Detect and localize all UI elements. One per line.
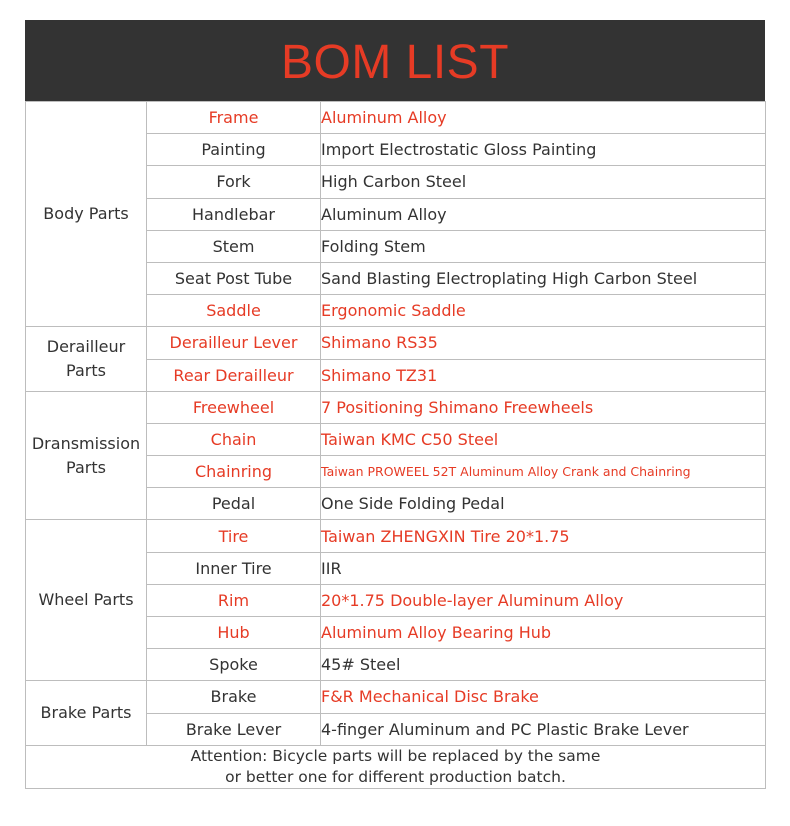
part-name-cell: Spoke bbox=[147, 649, 321, 681]
group-name-cell bbox=[26, 681, 147, 745]
page-title: BOM LIST bbox=[280, 36, 510, 89]
spec-cell: 4-finger Aluminum and PC Plastic Brake Lever bbox=[321, 713, 766, 745]
spec-cell: High Carbon Steel bbox=[321, 166, 766, 198]
spec-cell: Taiwan PROWEEL 52T Aluminum Alloy Crank and Chainring bbox=[321, 456, 766, 488]
group-name-line: Parts bbox=[66, 457, 106, 477]
spec-cell: 20*1.75 Double-layer Aluminum Alloy bbox=[321, 584, 766, 616]
table-row bbox=[26, 681, 766, 713]
part-name-cell: Seat Post Tube bbox=[147, 262, 321, 294]
spec-cell: Aluminum Alloy bbox=[321, 198, 766, 230]
spec-cell: 45# Steel bbox=[321, 649, 766, 681]
part-name-cell: Stem bbox=[147, 230, 321, 262]
group-name-line: Brake Parts bbox=[40, 703, 132, 723]
spec-cell: Shimano RS35 bbox=[321, 327, 766, 359]
spec-cell: F&R Mechanical Disc Brake bbox=[321, 681, 766, 713]
spec-cell: Taiwan KMC C50 Steel bbox=[321, 423, 766, 455]
group-name-line: Parts bbox=[66, 361, 106, 380]
spec-cell: Aluminum Alloy bbox=[321, 102, 766, 134]
table-row bbox=[26, 327, 766, 359]
spec-cell: One Side Folding Pedal bbox=[321, 488, 766, 520]
part-name-cell: Saddle bbox=[147, 295, 321, 327]
table-row bbox=[26, 520, 766, 552]
part-name-cell: Handlebar bbox=[147, 198, 321, 230]
spec-cell: Taiwan ZHENGXIN Tire 20*1.75 bbox=[321, 520, 766, 552]
attention-note bbox=[26, 745, 766, 788]
part-name-cell: Inner Tire bbox=[147, 552, 321, 584]
spec-cell: Folding Stem bbox=[321, 230, 766, 262]
part-name-cell: Hub bbox=[147, 617, 321, 649]
group-name-line: Wheel Parts bbox=[38, 590, 134, 610]
group-name-cell bbox=[26, 520, 147, 681]
group-name-line: Dransmission bbox=[31, 433, 141, 453]
table-row bbox=[26, 102, 766, 134]
group-name-cell bbox=[26, 102, 147, 327]
part-name-cell: Chain bbox=[147, 423, 321, 455]
group-name-cell bbox=[26, 327, 147, 391]
part-name-cell: Frame bbox=[147, 102, 321, 134]
part-name-cell: Rear Derailleur bbox=[147, 359, 321, 391]
part-name-cell: Fork bbox=[147, 166, 321, 198]
part-name-cell: Derailleur Lever bbox=[147, 327, 321, 359]
group-name-cell bbox=[26, 391, 147, 520]
spec-cell: Shimano TZ31 bbox=[321, 359, 766, 391]
spec-cell: Ergonomic Saddle bbox=[321, 295, 766, 327]
note-line: or better one for different production batch. bbox=[225, 767, 566, 786]
bom-table bbox=[25, 101, 766, 789]
part-name-cell: Tire bbox=[147, 520, 321, 552]
part-name-cell: Freewheel bbox=[147, 391, 321, 423]
note-line: Attention: Bicycle parts will be replaced by the same bbox=[190, 746, 601, 765]
spec-cell: Sand Blasting Electroplating High Carbon Steel bbox=[321, 262, 766, 294]
bom-sheet bbox=[25, 20, 765, 789]
part-name-cell: Rim bbox=[147, 584, 321, 616]
title-banner bbox=[25, 20, 765, 101]
part-name-cell: Painting bbox=[147, 134, 321, 166]
part-name-cell: Brake Lever bbox=[147, 713, 321, 745]
table-row bbox=[26, 391, 766, 423]
part-name-cell: Pedal bbox=[147, 488, 321, 520]
spec-cell: Import Electrostatic Gloss Painting bbox=[321, 134, 766, 166]
spec-cell: IIR bbox=[321, 552, 766, 584]
bom-table-body bbox=[26, 102, 766, 746]
note-row bbox=[26, 745, 766, 788]
group-name-line: Body Parts bbox=[43, 204, 129, 224]
part-name-cell: Chainring bbox=[147, 456, 321, 488]
spec-cell: Aluminum Alloy Bearing Hub bbox=[321, 617, 766, 649]
group-name-line: Derailleur bbox=[46, 337, 126, 356]
part-name-cell: Brake bbox=[147, 681, 321, 713]
spec-cell: 7 Positioning Shimano Freewheels bbox=[321, 391, 766, 423]
